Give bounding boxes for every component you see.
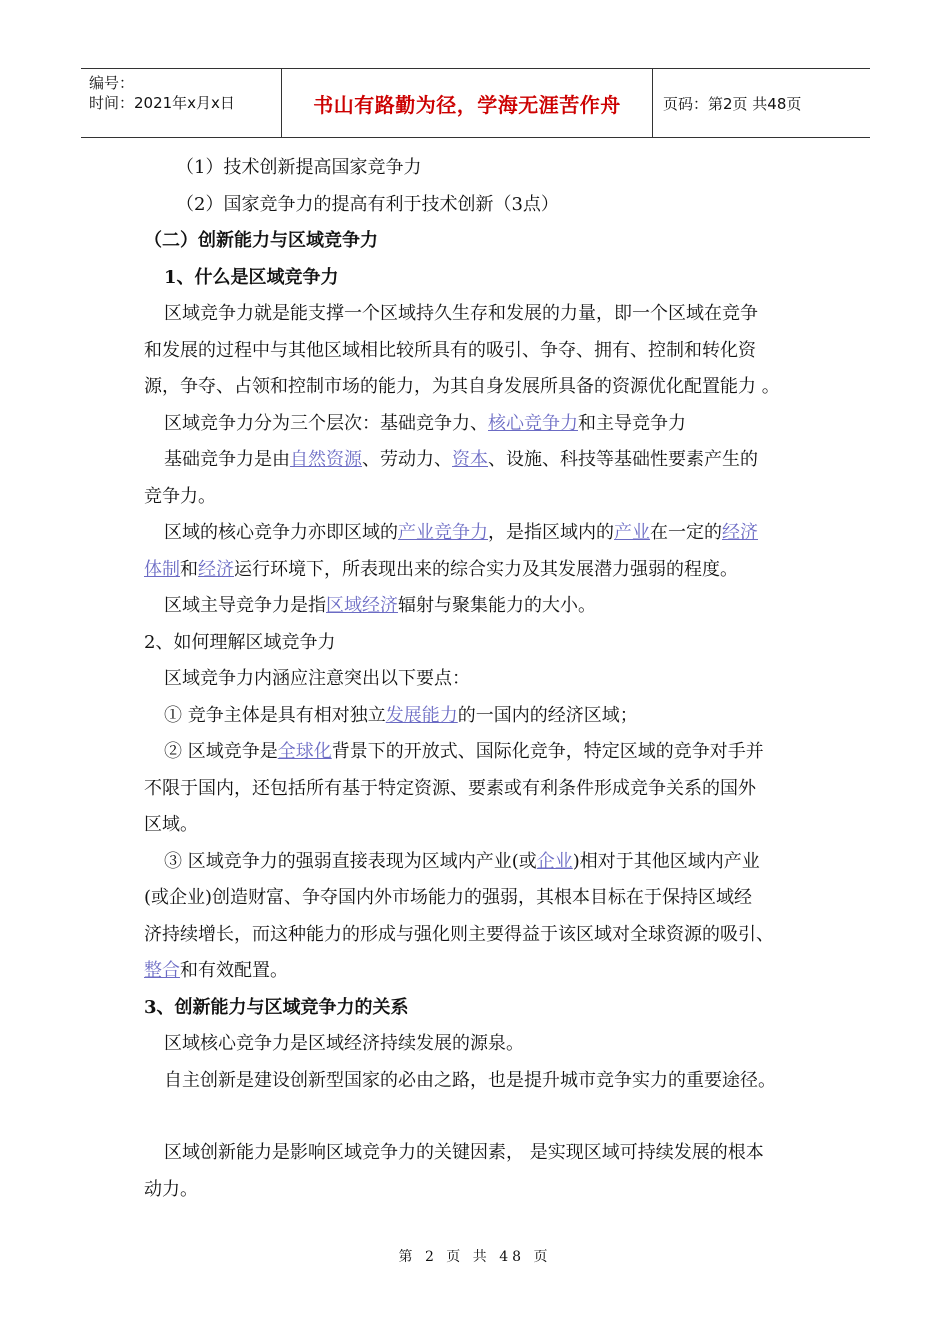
paragraph <box>144 515 824 552</box>
paragraph: 区域。 <box>144 814 198 835</box>
text: ② 区域竞争是 <box>164 741 278 762</box>
text: 和主导竞争力 <box>578 412 686 434</box>
link-regional-economy[interactable]: 区域经济 <box>326 595 398 616</box>
subsection-heading: 3、创新能力与区域竞争力的关系 <box>144 996 409 1018</box>
paragraph: （1）技术创新提高国家竞争力 <box>176 157 422 178</box>
list-item <box>144 844 824 881</box>
link-development-ability[interactable]: 发展能力 <box>385 704 458 726</box>
number-label: 编号： <box>89 74 135 92</box>
link-industry-competitiveness[interactable]: 产业竞争力 <box>398 522 488 543</box>
link-capital[interactable]: 资本 <box>452 449 488 470</box>
text: 背景下的开放式、国际化竞争，特定区域的竞争对手并 <box>331 741 764 762</box>
link-economic[interactable]: 经济 <box>722 522 758 543</box>
text: 的一国内的经济区域； <box>457 704 638 726</box>
header-page-label: 页码：第2页 共48页 <box>663 94 802 113</box>
text: 和 <box>180 558 198 580</box>
paragraph: （2）国家竞争力的提高有利于技术创新（3点） <box>176 193 559 215</box>
text: 区域竞争力分为三个层次：基础竞争力、 <box>164 412 488 434</box>
paragraph: 竞争力。 <box>144 485 216 507</box>
link-natural-resources[interactable]: 自然资源 <box>290 449 362 470</box>
link-integration[interactable]: 整合 <box>144 960 180 981</box>
blank-line <box>144 1099 824 1135</box>
paragraph: 和发展的过程中与其他区域相比较所具有的吸引、争夺、拥有、控制和转化资 <box>144 339 756 361</box>
paragraph <box>144 552 824 589</box>
paragraph: 自主创新是建设创新型国家的必由之路，也是提升城市竞争实力的重要途径。 <box>164 1069 776 1091</box>
text: 区域主导竞争力是指 <box>164 595 326 616</box>
link-system[interactable]: 体制 <box>144 558 180 580</box>
subsection-heading: 1、什么是区域竞争力 <box>164 266 339 288</box>
document-body <box>144 150 824 1208</box>
text: 在一定的 <box>650 522 722 543</box>
text: ③ 区域竞争力的强弱直接表现为区域内产业(或 <box>164 850 537 872</box>
paragraph: 区域创新能力是影响区域竞争力的关键因素， 是实现区域可持续发展的根本 <box>164 1142 764 1163</box>
text: 、设施、科技等基础性要素产生的 <box>488 449 758 470</box>
page-header <box>81 68 870 138</box>
page-footer: 第 2 页 共 48 页 <box>398 1249 552 1265</box>
header-motto: 书山有路勤为径，学海无涯苦作舟 <box>282 69 653 137</box>
paragraph <box>144 442 824 479</box>
list-item <box>144 698 824 735</box>
link-core-competitiveness[interactable]: 核心竞争力 <box>488 412 578 434</box>
paragraph: 济持续增长，而这种能力的形成与强化则主要得益于该区域对全球资源的吸引、 <box>144 923 774 945</box>
paragraph <box>144 953 824 990</box>
text: )相对于其他区域内产业 <box>572 850 760 872</box>
text: 运行环境下，所表现出来的综合实力及其发展潜力强弱的程度。 <box>234 558 738 580</box>
text: 和有效配置。 <box>180 960 288 981</box>
link-industry[interactable]: 产业 <box>614 522 650 543</box>
header-meta <box>81 69 282 137</box>
date-label: 时间：2021年x月x日 <box>89 94 235 112</box>
paragraph: 区域竞争力内涵应注意突出以下要点： <box>164 668 470 689</box>
link-globalization[interactable]: 全球化 <box>277 741 332 762</box>
text: 、劳动力、 <box>362 449 452 470</box>
paragraph <box>144 588 824 625</box>
paragraph: (或企业)创造财富、争夺国内外市场能力的强弱，其根本目标在于保持区域经 <box>144 887 753 908</box>
section-heading: （二）创新能力与区域竞争力 <box>144 230 378 251</box>
list-item <box>144 734 824 771</box>
paragraph: 动力。 <box>144 1178 198 1200</box>
paragraph: 区域竞争力就是能支撑一个区域持久生存和发展的力量，即一个区域在竞争 <box>164 303 758 324</box>
text: ① 竞争主体是具有相对独立 <box>164 704 386 726</box>
link-economy[interactable]: 经济 <box>198 558 234 580</box>
paragraph: 源，争夺、占领和控制市场的能力，为其自身发展所具备的资源优化配置能力 。 <box>144 376 780 397</box>
paragraph: 区域核心竞争力是区域经济持续发展的源泉。 <box>164 1033 524 1054</box>
paragraph: 不限于国内，还包括所有基于特定资源、要素或有利条件形成竞争关系的国外 <box>144 777 756 799</box>
text: 辐射与聚集能力的大小。 <box>398 595 596 616</box>
text: 区域的核心竞争力亦即区域的 <box>164 522 398 543</box>
subsection-heading: 2、如何理解区域竞争力 <box>144 631 336 653</box>
paragraph <box>144 406 824 443</box>
text: ，是指区域内的 <box>488 522 614 543</box>
text: 基础竞争力是由 <box>164 449 290 470</box>
link-enterprise[interactable]: 企业 <box>536 850 573 872</box>
